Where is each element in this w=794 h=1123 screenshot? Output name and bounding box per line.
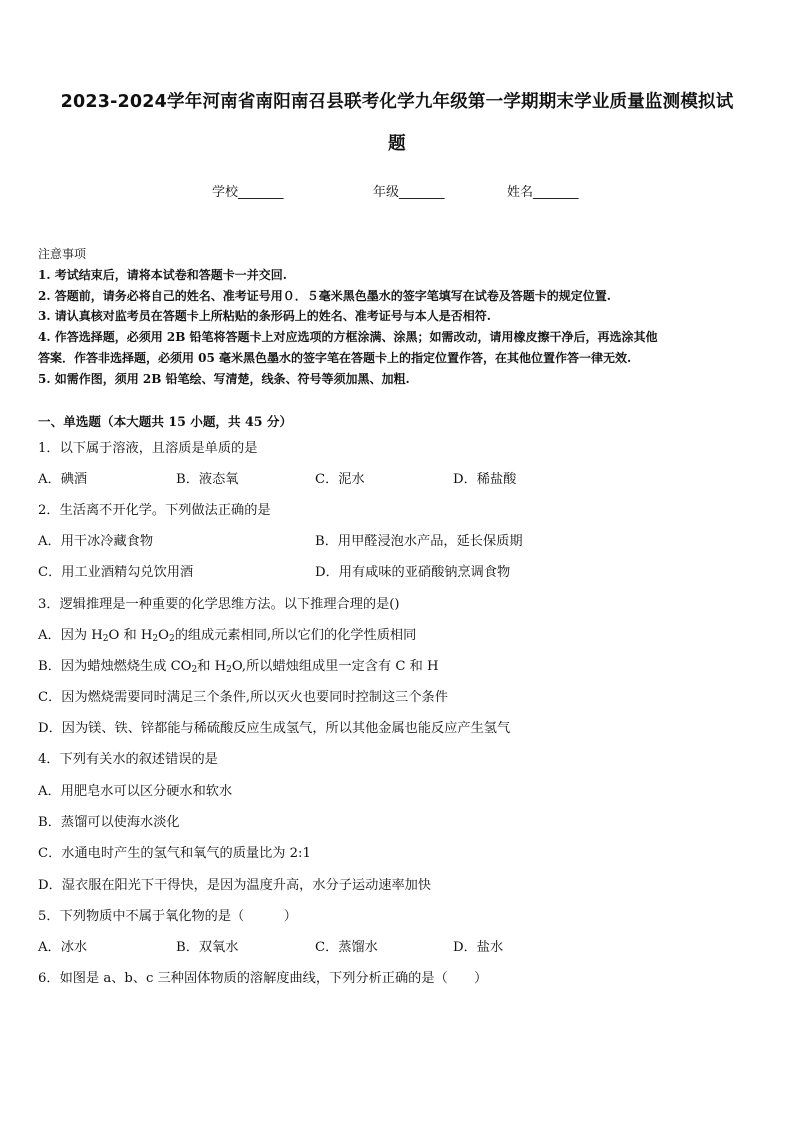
question-4-option-b: B．蒸馏可以使海水淡化 <box>38 815 180 830</box>
question-1-option-c: C．泥水 <box>315 472 365 487</box>
section-heading: 一、单选题（本大题共 15 小题，共 45 分） <box>38 414 293 429</box>
notice-item-2: 2. 答题前，请务必将自己的姓名、准考证号用０．５毫米黑色墨水的签字笔填写在试卷及答题卡的规定位置. <box>38 289 611 303</box>
question-1-option-a: A．碘酒 <box>38 472 88 487</box>
question-2-option-a: A．用干冰冷藏食物 <box>38 534 154 549</box>
question-5-stem: 5．下列物质中不属于氧化物的是（ ） <box>38 909 297 924</box>
question-2-option-c: C．用工业酒精勾兑饮用酒 <box>38 565 194 580</box>
question-3-option-b: B．因为蜡烛燃烧生成 $CO_2$和 $H_2O$,所以蜡烛组成里一定含有 C 和 H <box>38 659 439 675</box>
question-1-stem: 1．以下属于溶液，且溶质是单质的是 <box>38 441 258 456</box>
question-5-option-b: B．双氧水 <box>176 940 239 955</box>
notice-item-5: 5. 如需作图，须用 2B 铅笔绘、写清楚，线条、符号等须加黑、加粗. <box>38 372 410 386</box>
exam-title-line2: 题 <box>388 134 406 154</box>
notice-heading: 注意事项 <box>38 247 87 261</box>
name-field: 姓名_______ <box>507 185 579 200</box>
question-2-option-d: D．用有咸味的亚硝酸钠烹调食物 <box>315 565 511 580</box>
notice-item-4-cont: 答案．作答非选择题，必须用 05 毫米黑色墨水的签字笔在答题卡上的指定位置作答，在其他位置作答一律无效. <box>38 351 632 365</box>
question-5-option-d: D．盐水 <box>453 940 504 955</box>
question-3-option-c: C．因为燃烧需要同时满足三个条件,所以灭火也要同时控制这三个条件 <box>38 690 448 705</box>
question-3-option-a: A．因为 $H_2O$ 和 $H_2O_2$的组成元素相同,所以它们的化学性质相同 <box>38 628 417 644</box>
notice-item-1: 1. 考试结束后，请将本试卷和答题卡一并交回. <box>38 268 287 282</box>
question-3-option-d: D．因为镁、铁、锌都能与稀硫酸反应生成氢气，所以其他金属也能反应产生氢气 <box>38 721 511 736</box>
notice-item-3: 3. 请认真核对监考员在答题卡上所粘贴的条形码上的姓名、准考证号与本人是否相符. <box>38 309 491 323</box>
question-3-stem: 3．逻辑推理是一种重要的化学思维方法。以下推理合理的是() <box>38 597 400 612</box>
grade-field: 年级_______ <box>373 185 445 200</box>
question-2-option-b: B．用甲醛浸泡水产品，延长保质期 <box>315 534 523 549</box>
notice-item-4: 4. 作答选择题，必须用 2B 铅笔将答题卡上对应选项的方框涂满、涂黑；如需改动，请用橡皮擦干净后，再选涂其他 <box>38 330 658 344</box>
question-4-option-c: C．水通电时产生的氢气和氧气的质量比为 2:1 <box>38 846 311 861</box>
school-field: 学校_______ <box>212 185 284 200</box>
question-1-option-d: D．稀盐酸 <box>453 472 517 487</box>
question-2-stem: 2．生活离不开化学。下列做法正确的是 <box>38 503 271 518</box>
question-4-option-a: A．用肥皂水可以区分硬水和软水 <box>38 784 233 799</box>
question-6-stem: 6．如图是 a、b、c 三种固体物质的溶解度曲线，下列分析正确的是（ ） <box>38 971 488 986</box>
question-4-stem: 4．下列有关水的叙述错误的是 <box>38 752 218 767</box>
exam-title-line1: 2023-2024学年河南省南阳南召县联考化学九年级第一学期期末学业质量监测模拟试 <box>60 92 734 112</box>
question-5-option-c: C．蒸馏水 <box>315 940 378 955</box>
question-1-option-b: B．液态氧 <box>176 472 239 487</box>
question-4-option-d: D．湿衣服在阳光下干得快，是因为温度升高，水分子运动速率加快 <box>38 878 432 893</box>
question-5-option-a: A．冰水 <box>38 940 88 955</box>
